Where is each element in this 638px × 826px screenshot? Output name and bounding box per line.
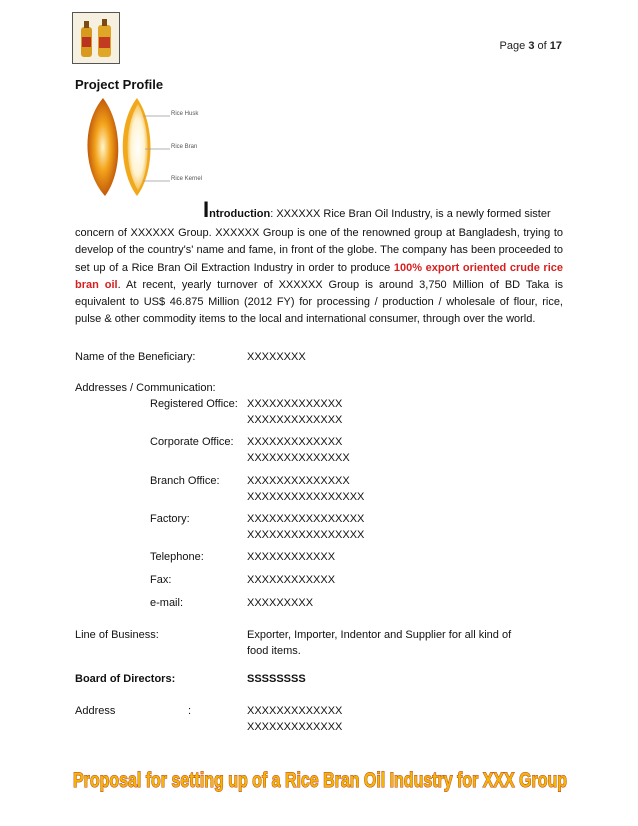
figure-label-kernel: Rice Kernel	[171, 176, 203, 182]
intro-first-text: : XXXXXX Rice Bran Oil Industry, is a newly formed sister	[270, 208, 551, 220]
fax-label: Fax:	[150, 574, 172, 586]
intro-paragraph: concern of XXXXXX Group. XXXXXX Group is one of the renowned group at Bangladesh, trying to develop of the country's' name and fame, in front of the globe. The company has been proceeded to set up of a Rice Bran Oil Extraction Industry in order to produce 100% export oriented crude rice bran oil. At recent, yearly turnover of XXXXXX Group is around 3,750 Million of BD Taka is equivalent to US$ 46.875 Million (2012 FY) for processing / production / wholesale of flour, rice, pulse & other commodity items to the local and international consumer, through over the world.	[75, 227, 563, 326]
fax-value: XXXXXXXXXXXX	[247, 574, 336, 586]
corporate-office-label: Corporate Office:	[150, 436, 234, 448]
highlight-text: 100% export oriented crude rice bran oil	[75, 261, 563, 291]
section-title: Project Profile	[75, 77, 164, 92]
business-line2: food items.	[247, 645, 301, 657]
figure-label-husk: Rice Husk	[171, 111, 199, 117]
email-value: XXXXXXXXX	[247, 597, 314, 609]
board-value: SSSSSSSS	[247, 673, 306, 685]
page-number: Page 3 of 17	[499, 40, 562, 52]
branch-office-line2: XXXXXXXXXXXXXXXX	[247, 491, 365, 503]
address-colon: :	[188, 705, 192, 717]
business-line1: Exporter, Importer, Indentor and Supplier for all kind of	[247, 629, 512, 641]
registered-office-label: Registered Office:	[150, 398, 238, 410]
intro-dropcap: I	[203, 197, 210, 222]
branch-office-line1: XXXXXXXXXXXXXX	[247, 475, 350, 487]
telephone-value: XXXXXXXXXXXX	[247, 551, 336, 563]
email-label: e-mail:	[150, 597, 184, 609]
rice-grain-diagram	[75, 94, 225, 200]
beneficiary-value: XXXXXXXX	[247, 351, 306, 363]
branch-office-label: Branch Office:	[150, 475, 220, 487]
address-line2: XXXXXXXXXXXXX	[247, 721, 343, 733]
corporate-office-line2: XXXXXXXXXXXXXX	[247, 452, 350, 464]
address-line1: XXXXXXXXXXXXX	[247, 705, 343, 717]
factory-label: Factory:	[150, 513, 190, 525]
company-logo	[72, 12, 120, 64]
telephone-label: Telephone:	[150, 551, 204, 563]
registered-office-line2: XXXXXXXXXXXXX	[247, 414, 343, 426]
corporate-office-line1: XXXXXXXXXXXXX	[247, 436, 343, 448]
addresses-label: Addresses / Communication:	[75, 382, 216, 394]
address-label: Address	[75, 705, 116, 717]
beneficiary-label: Name of the Beneficiary:	[75, 351, 196, 363]
intro-first-line	[75, 197, 563, 222]
registered-office-line1: XXXXXXXXXXXXX	[247, 398, 343, 410]
footer-banner-text: Proposal for setting up of a Rice Bran Oil Industry for XXX Group	[73, 769, 567, 792]
board-label: Board of Directors:	[75, 673, 176, 685]
factory-line2: XXXXXXXXXXXXXXXX	[247, 529, 365, 541]
factory-line1: XXXXXXXXXXXXXXXX	[247, 513, 365, 525]
footer-banner	[70, 761, 570, 797]
intro-heading: ntroduction	[209, 208, 271, 220]
figure-label-bran: Rice Bran	[171, 144, 198, 150]
business-label: Line of Business:	[75, 629, 159, 641]
